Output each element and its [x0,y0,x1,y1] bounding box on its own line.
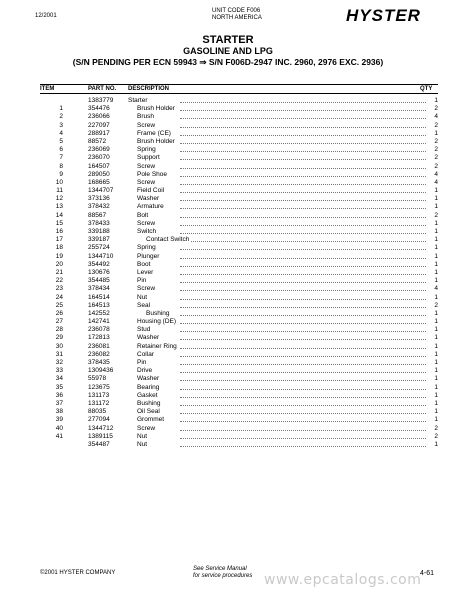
leader-dots [180,184,426,185]
description: Nut [137,440,148,448]
leader-dots [180,135,426,136]
table-row [40,203,438,211]
description: Pin [137,277,147,285]
quantity: 1 [434,268,438,276]
item-number: 15 [55,219,63,227]
part-number: 288917 [88,129,110,137]
leader-dots [180,405,426,406]
description: Oil Seal [137,408,160,416]
quantity: 2 [434,121,438,129]
item-number: 13 [55,203,63,211]
item-number: 10 [55,178,63,186]
description: Housing (DE) [137,318,177,326]
leader-dots [180,339,426,340]
part-number: 164507 [88,162,110,170]
item-number: 21 [55,268,63,276]
leader-dots [180,208,426,209]
item-number: 12 [55,195,63,203]
table-row [40,179,438,187]
item-number: 8 [59,162,63,170]
part-number: 277094 [88,416,110,424]
quantity: 1 [434,252,438,260]
leader-dots [180,430,426,431]
part-number: 88567 [88,211,107,219]
description: Field Coil [137,187,165,195]
item-number: 25 [55,301,63,309]
item-number: 14 [55,211,63,219]
quantity: 1 [434,277,438,285]
item-number: 29 [55,334,63,342]
part-number: 378434 [88,285,110,293]
watermark: www.epcatalogs.com [264,572,422,588]
quantity: 1 [434,187,438,195]
table-row [40,310,438,318]
quantity: 1 [434,318,438,326]
description: Pin [137,359,147,366]
quantity: 2 [434,154,438,162]
quantity: 2 [434,105,438,113]
description: Brush Holder [137,137,175,145]
part-number: 55978 [88,375,107,383]
leader-dots [180,249,426,250]
header-region: NORTH AMERICA [212,15,262,21]
leader-dots [180,110,426,111]
part-number: 236069 [88,146,110,154]
quantity: 2 [434,211,438,219]
description: Screw [137,424,156,432]
table-row [40,416,438,424]
part-number: 339188 [88,228,110,235]
leader-dots [180,151,426,152]
quantity: 2 [434,137,438,145]
table-row [40,384,438,392]
description: Collar [137,350,154,358]
quantity: 2 [434,432,438,440]
description: Armature [137,203,164,211]
table-row [40,163,438,171]
quantity: 1 [434,236,438,244]
table-row [40,294,438,302]
quantity: 1 [434,309,438,317]
table-row [40,400,438,408]
part-number: 373136 [88,195,110,203]
leader-dots [180,356,426,357]
description: Nut [137,432,148,440]
description: Switch [137,228,157,235]
description: Spring [137,146,156,154]
part-number: 227097 [88,121,110,129]
item-number: 9 [59,170,63,178]
quantity: 1 [434,195,438,203]
table-row [40,269,438,277]
part-number: 354492 [88,260,110,268]
description: Support [137,154,160,162]
column-header-qty: QTY [420,86,433,92]
part-number: 130676 [88,268,110,276]
table-row [40,318,438,326]
description: Nut [137,293,148,301]
leader-dots [180,159,426,160]
part-number: 236081 [88,342,110,350]
leader-dots [180,168,426,169]
parts-list [40,97,438,449]
part-number: 131172 [88,399,110,407]
item-number: 30 [55,342,63,350]
leader-dots [180,282,426,283]
leader-dots [180,102,426,103]
description: Gasket [137,391,158,399]
item-number: 39 [55,416,63,424]
page-subtitle: GASOLINE AND LPG [183,46,273,56]
leader-dots [180,241,426,242]
part-number: 236078 [88,326,110,334]
leader-dots [180,274,426,275]
item-number: 5 [59,137,63,145]
part-number: 168665 [88,178,110,186]
item-number: 7 [59,154,63,162]
description: Retainer Ring [137,342,177,350]
item-number: 36 [55,391,63,399]
quantity: 1 [434,219,438,227]
table-row [40,146,438,154]
header-date: 12/2001 [35,13,57,19]
item-number: 28 [55,326,63,334]
item-number: 4 [59,129,63,137]
quantity: 2 [434,424,438,432]
quantity: 1 [434,399,438,407]
quantity: 1 [434,367,438,375]
quantity: 1 [434,260,438,268]
quantity: 2 [434,146,438,154]
table-row [40,97,438,105]
quantity: 4 [434,178,438,186]
quantity: 1 [434,334,438,342]
leader-dots [180,348,426,349]
leader-dots [180,421,426,422]
item-number: 1 [59,105,63,113]
item-number: 2 [59,113,63,121]
part-number: 1389115 [88,432,113,440]
leader-dots [180,389,426,390]
item-number: 37 [55,399,63,407]
description: Drive [137,367,153,375]
quantity: 1 [434,244,438,252]
leader-dots [180,143,426,144]
part-number: 142741 [88,318,110,326]
description: Washer [137,334,160,342]
description: Screw [137,178,156,186]
column-header-part: PART NO. [88,86,117,92]
item-number: 6 [59,146,63,154]
item-number: 31 [55,350,63,358]
description: Washer [137,375,160,383]
leader-dots [180,192,426,193]
table-row [40,285,438,293]
leader-dots [180,200,426,201]
table-row [40,253,438,261]
header-rule-bottom [40,93,438,94]
leader-dots [180,413,426,414]
leader-dots [180,225,426,226]
quantity: 1 [434,383,438,391]
part-number: 289050 [88,170,110,178]
description: Screw [137,285,156,293]
table-row [40,302,438,310]
table-row [40,425,438,433]
table-row [40,326,438,334]
description: Bolt [137,211,149,219]
quantity: 1 [434,359,438,366]
part-number: 88572 [88,137,107,145]
description: Screw [137,219,156,227]
leader-dots [180,438,426,439]
table-row [40,212,438,220]
table-row [40,228,438,236]
description: Screw [137,121,156,129]
leader-dots [180,118,426,119]
serial-range: (S/N PENDING PER ECN 59943 ⇒ S/N F006D-2947 INC. 2960, 2976 EXC. 2936) [72,57,384,67]
part-number: 378435 [88,359,110,366]
table-row [40,171,438,179]
part-number: 378432 [88,203,110,211]
quantity: 1 [434,326,438,334]
quantity: 1 [434,408,438,416]
leader-dots [180,217,426,218]
item-number: 11 [56,187,63,195]
description: Grommet [137,416,165,424]
description: Pole Shoe [137,170,167,178]
table-row [40,105,438,113]
item-number: 38 [55,408,63,416]
table-row [40,236,438,244]
part-number: 88035 [88,408,107,416]
item-number: 32 [55,359,63,366]
table-row [40,359,438,367]
column-header-description: DESCRIPTION [128,86,170,92]
quantity: 4 [434,285,438,293]
table-row [40,187,438,195]
table-row [40,343,438,351]
leader-dots [180,364,426,365]
leader-dots [180,266,426,267]
description: Stud [137,326,151,334]
quantity: 2 [434,162,438,170]
table-row [40,433,438,441]
quantity: 1 [434,293,438,301]
table-row [40,261,438,269]
part-number: 354487 [88,440,110,448]
part-number: 378433 [88,219,110,227]
leader-dots [180,380,426,381]
table-row [40,130,438,138]
quantity: 1 [434,203,438,211]
part-number: 236066 [88,113,110,121]
part-number: 142552 [88,309,110,317]
description: Seal [137,301,151,309]
table-row [40,220,438,228]
table-row [40,392,438,400]
part-number: 131173 [88,391,110,399]
item-number: 16 [55,228,63,235]
leader-dots [180,290,426,291]
quantity: 1 [434,228,438,235]
part-number: 236070 [88,154,110,162]
table-row [40,441,438,449]
description: Bearing [137,383,160,391]
item-number: 19 [55,252,63,260]
part-number: 123675 [88,383,110,391]
part-number: 1383779 [88,97,114,104]
leader-dots [180,233,426,234]
item-number: 27 [55,318,63,326]
header-unit-code: UNIT CODE F006 [212,8,261,14]
quantity: 4 [434,170,438,178]
table-row [40,375,438,383]
leader-dots [180,176,426,177]
footer-copyright: ©2001 HYSTER COMPANY [40,570,116,576]
page-number: 4-61 [420,570,435,577]
part-number: 1344707 [88,187,114,195]
table-row [40,277,438,285]
part-number: 1309436 [88,367,114,375]
table-row [40,367,438,375]
quantity: 1 [434,416,438,424]
description: Boot [137,260,151,268]
part-number: 255724 [88,244,110,252]
table-row [40,138,438,146]
quantity: 1 [434,440,438,448]
description: Brush [137,113,154,121]
footer-manual-note: See Service Manual [193,566,247,572]
part-number: 354485 [88,277,110,285]
item-number: 23 [55,285,63,293]
part-number: 1344710 [88,252,114,260]
table-row [40,408,438,416]
header-rule-top [40,84,438,85]
leader-dots [180,372,426,373]
quantity: 1 [434,391,438,399]
item-number: 22 [55,277,63,285]
part-number: 1344712 [88,424,114,432]
quantity: 2 [434,301,438,309]
table-row [40,351,438,359]
column-header-item: ITEM [40,86,55,92]
hyster-logo: HYSTER [346,6,421,25]
quantity: 1 [434,97,438,104]
table-row [40,244,438,252]
table-row [40,195,438,203]
footer-procedures-note: for service procedures [193,573,253,579]
item-number: 24 [55,293,63,301]
description: Lever [137,268,154,276]
leader-dots [180,323,426,324]
description: Contact Switch [146,236,190,244]
leader-dots [180,307,426,308]
page-title: STARTER [202,34,254,46]
table-row [40,154,438,162]
description: Starter [128,97,148,104]
item-number: 20 [55,260,63,268]
item-number: 35 [55,383,63,391]
description: Frame (CE) [137,129,171,137]
description: Plunger [137,252,160,260]
item-number: 41 [55,432,63,440]
table-row [40,122,438,130]
leader-dots [180,331,426,332]
item-number: 33 [55,367,63,375]
description: Spring [137,244,156,252]
item-number: 34 [55,375,63,383]
description: Washer [137,195,160,203]
item-number: 26 [55,309,63,317]
description: Bushing [146,309,170,317]
description: Bushing [137,399,161,407]
part-number: 339187 [88,236,110,244]
leader-dots [180,446,426,447]
part-number: 164514 [88,293,110,301]
part-number: 354476 [88,105,110,113]
leader-dots [180,127,426,128]
leader-dots [180,315,426,316]
leader-dots [180,397,426,398]
part-number: 236082 [88,350,110,358]
quantity: 1 [434,342,438,350]
table-row [40,113,438,121]
part-number: 164513 [88,301,110,309]
table-row [40,334,438,342]
part-number: 172813 [88,334,110,342]
quantity: 1 [434,375,438,383]
quantity: 1 [434,350,438,358]
item-number: 17 [55,236,63,244]
quantity: 4 [434,113,438,121]
item-number: 40 [55,424,63,432]
leader-dots [180,258,426,259]
quantity: 1 [434,129,438,137]
leader-dots [180,299,426,300]
item-number: 3 [59,121,63,129]
description: Screw [137,162,156,170]
item-number: 18 [55,244,63,252]
description: Brush Holder [137,105,175,113]
